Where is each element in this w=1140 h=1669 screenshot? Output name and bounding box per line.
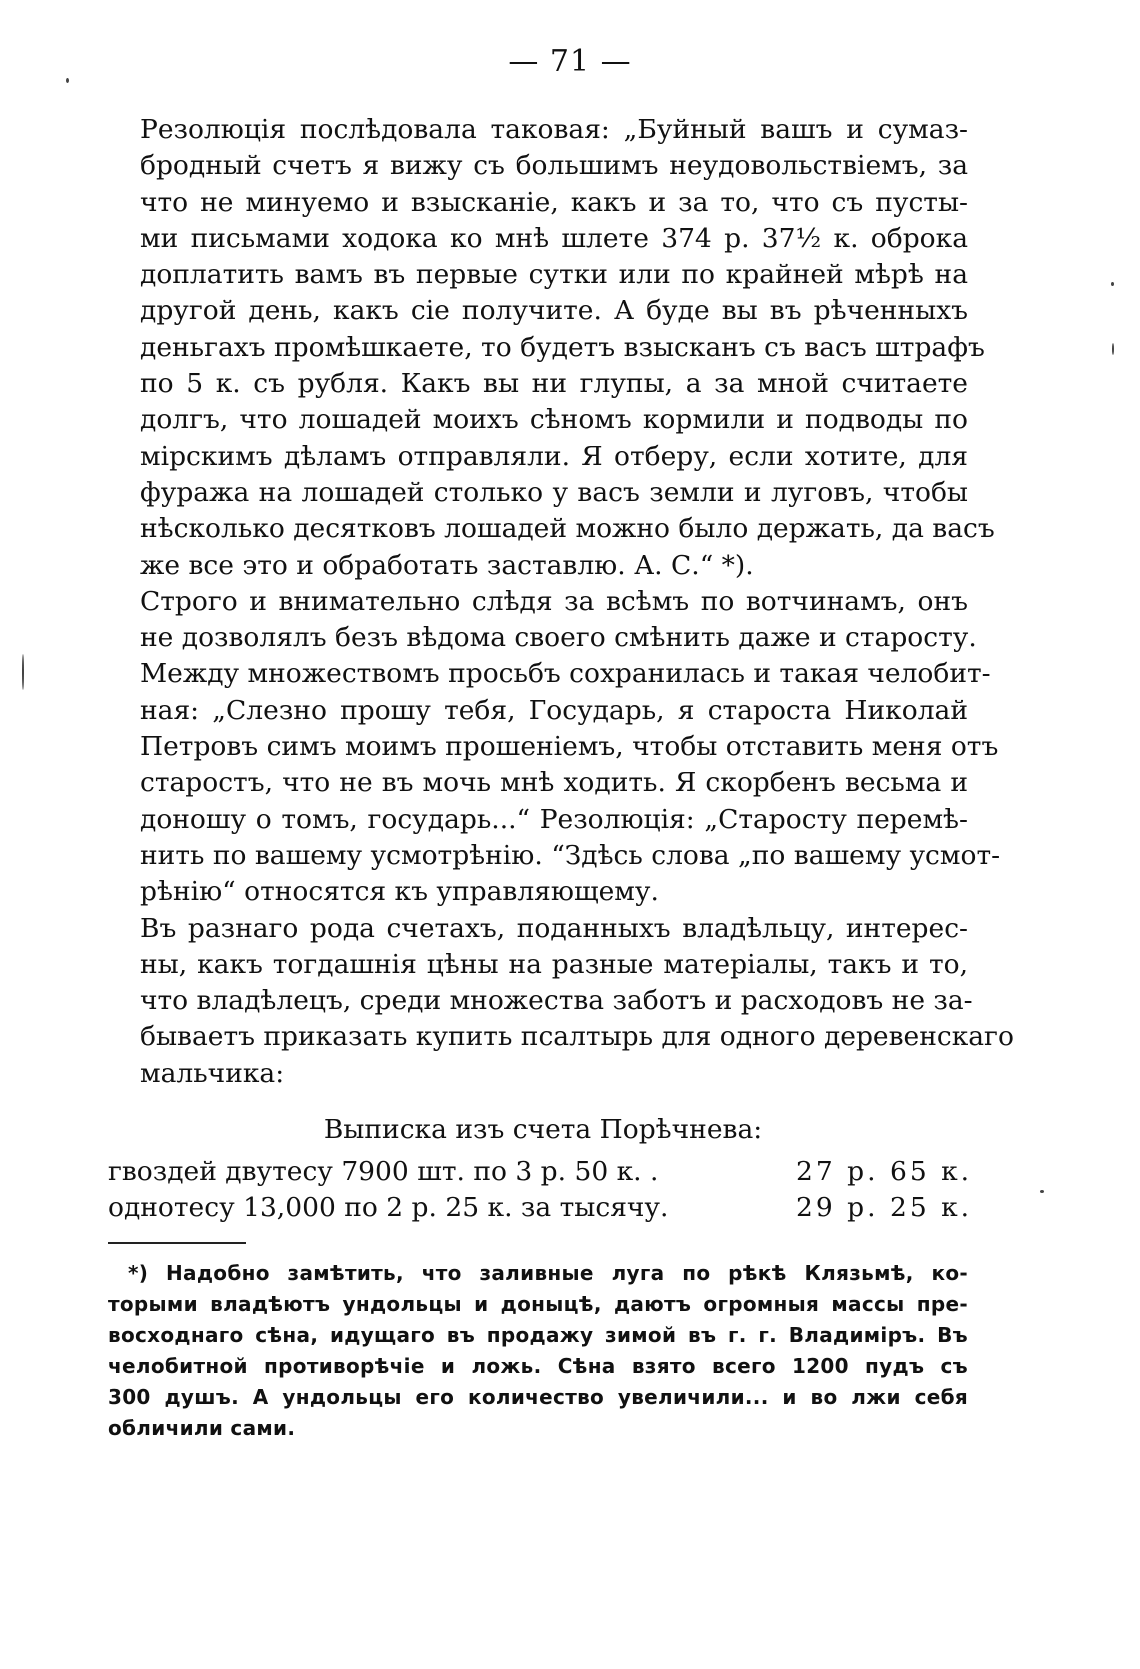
text-line: фуража на лошадей столько у васъ земли и луговъ, чтобы [140,476,968,508]
extract-row-amount: 27 р. 65 к. [796,1156,973,1188]
footnote [108,1258,968,1444]
extract-heading: Выписка изъ счета Порѣчнева: [323,1114,763,1146]
text-line: же все это и обработать заставлю. А. С.“ *). [140,549,754,581]
text-line: мальчика: [140,1057,285,1089]
text-line: доплатить вамъ въ первые сутки или по крайней мѣрѣ на [140,259,968,291]
text-line: нить по вашему усмотрѣнію. “Здѣсь слова „по вашему усмот- [140,839,1001,871]
text-line: по 5 к. съ рубля. Какъ вы ни глупы, а за мной считаете [140,368,968,400]
scan-speck [22,654,24,690]
footnote-line: 300 душъ. А ундольцы его количество увеличили... и во лжи себя [108,1385,968,1409]
text-line: Петровъ симъ моимъ прошеніемъ, чтобы отставить меня отъ [140,731,999,763]
scan-speck [1040,1190,1044,1193]
text-line: Строго и внимательно слѣдя за всѣмъ по вотчинамъ, онъ [140,585,968,617]
main-text [108,112,1014,1226]
extract-row-description: однотесу 13,000 по 2 р. 25 к. за тысячу. [108,1192,669,1224]
text-line: что не минуемо и взысканіе, какъ и за то, что съ пусты- [140,186,968,218]
text-line: старостъ, что не въ мочь мнѣ ходить. Я скорбенъ весьма и [140,767,968,799]
text-line: Въ разнаго рода счетахъ, поданныхъ владѣльцу, интерес- [140,912,968,944]
footnote-line: торыми владѣютъ ундольцы и доныцѣ, даютъ огромныя массы пре- [108,1292,968,1316]
text-line: деньгахъ промѣшкаете, то будетъ взысканъ съ васъ штрафъ [140,331,985,363]
text-line: доношу о томъ, государь...“ Резолюція: „Старосту перемѣ- [140,803,968,835]
text-line: ми письмами ходока ко мнѣ шлете 374 р. 37½ к. оброка [140,222,968,254]
extract-row-description: гвоздей двутесу 7900 шт. по 3 р. 50 к. . [108,1156,659,1188]
scan-speck [1112,343,1114,355]
text-line: нѣсколько десятковъ лошадей можно было держать, да васъ [140,513,995,545]
page-number: — 71 — [508,44,632,79]
paragraph-accounts [108,911,1014,1092]
text-line: другой день, какъ сіе получите. А буде вы въ рѣченныхъ [140,295,968,327]
text-line: бываетъ приказать купить псалтырь для одного деревенскаго [140,1021,1014,1053]
footnote-line: *) Надобно замѣтить, что заливные луга по рѣкѣ Клязьмѣ, ко- [128,1261,968,1285]
footnote-line: обличили сами. [108,1416,296,1440]
extract-row [108,1190,973,1226]
footnote-line: восходнаго сѣна, идущаго въ продажу зимой въ г. г. Владиміръ. Въ [108,1323,968,1347]
text-line: не дозволялъ безъ вѣдома своего смѣнить даже и старосту. [140,622,977,654]
text-line: рѣнію“ относятся къ управляющему. [140,876,659,908]
text-line: бродный счетъ я вижу съ большимъ неудовольствіемъ, за [140,150,968,182]
footnote-divider [108,1242,246,1244]
text-line: ны, какъ тогдашнія цѣны на разные матеріалы, такъ и то, [140,948,968,980]
text-line: мірскимъ дѣламъ отправляли. Я отберу, если хотите, для [140,440,968,472]
footnote-line: челобитной противорѣчіе и ложь. Сѣна взято всего 1200 пудъ съ [108,1354,968,1378]
paragraph-resolution [108,112,995,584]
text-line: Резолюція послѣдовала таковая: „Буйный вашъ и сумаз- [140,114,968,145]
text-line: что владѣлецъ, среди множества заботъ и расходовъ не за- [140,985,973,1017]
text-line: ная: „Слезно прошу тебя, Государь, я староста Николай [140,694,968,726]
scan-speck [66,78,69,83]
text-line: Между множествомъ просьбъ сохранилась и такая челобит- [140,658,991,690]
paragraph-petition [108,584,1001,911]
extract-row-amount: 29 р. 25 к. [796,1192,973,1224]
text-line: долгъ, что лошадей моихъ сѣномъ кормили и подводы по [140,404,968,436]
extract-row [108,1154,973,1190]
scan-speck [1111,282,1114,286]
